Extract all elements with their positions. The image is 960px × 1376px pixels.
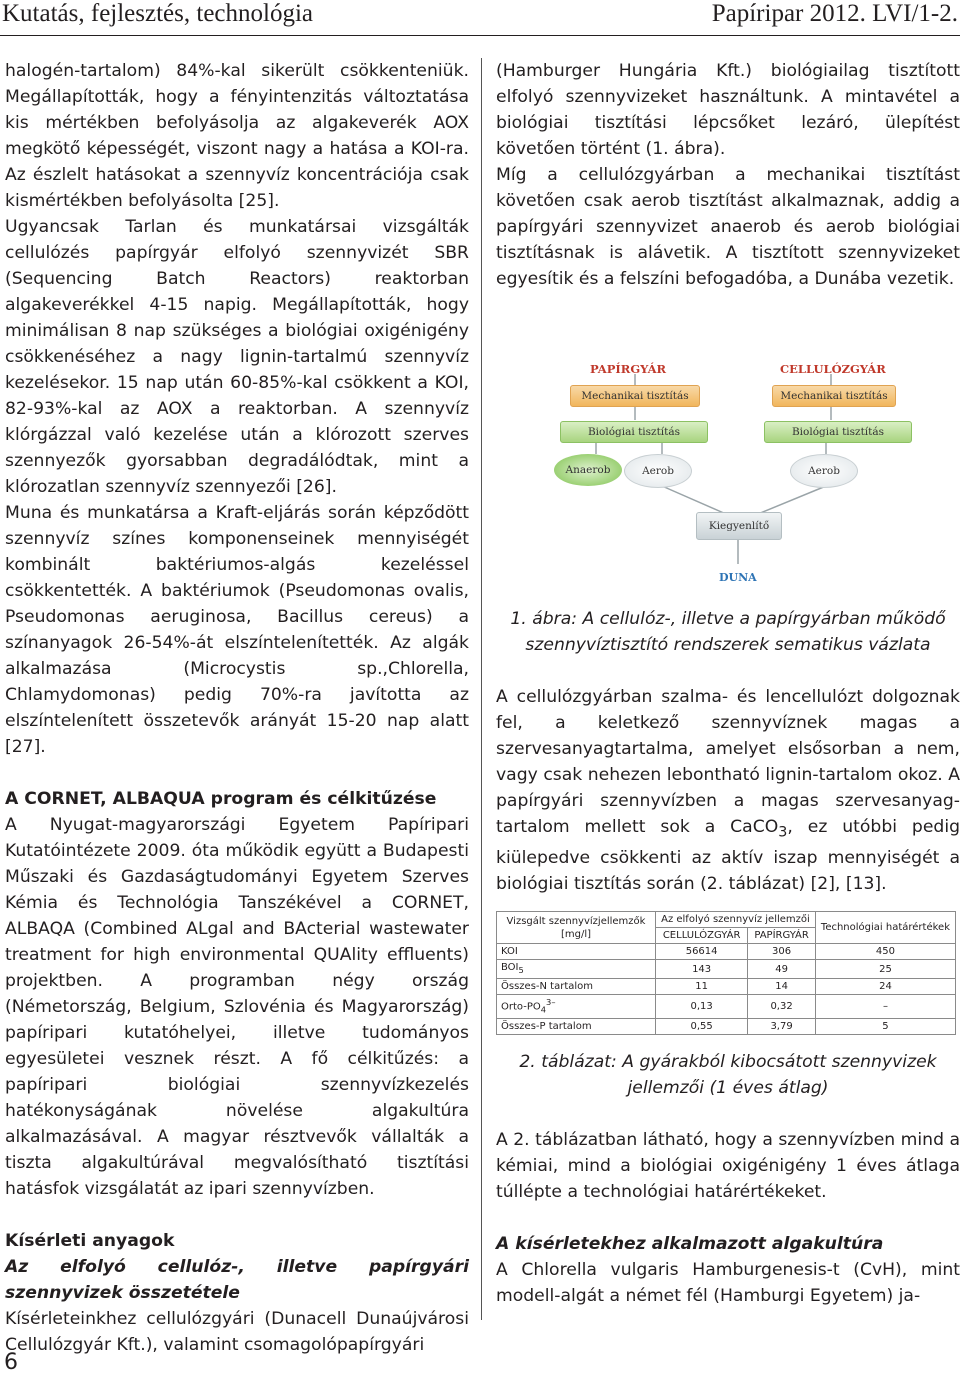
box-mechanical-treatment-paper: Mechanikai tisztítás bbox=[570, 385, 700, 407]
figure-caption: 1. ábra: A cellulóz-, illetve a papírgyárban működő szennyvíztisztító rendszerek sematikus vázlata bbox=[510, 609, 946, 655]
cell-paper: 306 bbox=[748, 944, 816, 960]
right-column bbox=[496, 58, 960, 1309]
header-effluent-characteristics: Az elfolyó szennyvíz jellemzői bbox=[656, 912, 816, 928]
paragraph bbox=[496, 684, 960, 897]
ellipse-aerob-paper: Aerob bbox=[624, 454, 692, 488]
paragraph: Míg a cellulózgyárban a mechanikai tisztítást követően csak aerob tisztítást alkalmaznak, addig a papírgyári szennyvizet anaerob és aerob biológiai tisztításnak is alávetik. A tisztított szennyvizeket egyesítik és a felszíni befogadóba, a Dunába vezetik. bbox=[496, 165, 960, 289]
header-journal-issue: Papíripar 2012. LVI/1-2. bbox=[711, 0, 958, 27]
cell-paper: 49 bbox=[748, 960, 816, 979]
paragraph: A Chlorella vulgaris Hamburgenesis-t (CvH), mint modell-algát a német fél (Hamburgi Egyetem) ja- bbox=[496, 1259, 960, 1306]
cell-limit: 5 bbox=[815, 1018, 955, 1034]
header-cellulose-mill: CELLULÓZGYÁR bbox=[656, 928, 748, 944]
cell-cell: 0,55 bbox=[656, 1018, 748, 1034]
label-duna: DUNA bbox=[719, 571, 757, 584]
paragraph-text: A cellulózgyárban szalma- és lencellulózt dolgoznak fel, a keletkező szennyvíznek magas a szervesanyagtartalma, amelyet elsősorban a nem, vagy csak nehezen lebontható lignin-tartalom okoz. A papírgyári szennyvízben a magas szervesanyag-tartalom mellett sok a CaCO bbox=[496, 687, 960, 837]
table-caption: 2. táblázat: A gyárakból kibocsátott szennyvizek jellemzői (1 éves átlag) bbox=[519, 1051, 937, 1098]
ellipse-aerob-cellulose: Aerob bbox=[790, 454, 858, 488]
header-section-title: Kutatás, fejlesztés, technológia bbox=[2, 0, 313, 27]
label-cellulozgyar: CELLULÓZGYÁR bbox=[780, 362, 886, 376]
cell-parameter: $BOI_5$ bbox=[497, 960, 656, 979]
box-biological-treatment-paper: Biológiai tisztítás bbox=[560, 421, 708, 443]
paragraph: Muna és munkatársa a Kraft-eljárás során képződött szennyvíz színes komponenseinek mennyiségét kombinált baktériumos-algás kezeléssel csökkentették. A baktériumok (Pseudomonas ovalis, Pseudomonas aeruginosa, Bacillus cereus) a színanyagok 26-54%-át elszíntelenítették. Az algák alkalmazása (Microcystis sp.,Chlorella, Chlamydomonas) pedig 70%-ra javította az elszíntelenített összetevők arányát 15-20 nap alatt [27]. bbox=[5, 503, 469, 757]
table-row bbox=[497, 995, 956, 1018]
cell-limit: – bbox=[815, 995, 955, 1018]
paragraph: Kísérleteinkhez cellulózgyári (Dunacell Dunaújvárosi Cellulózgyár Kft.), valamint csomagolópapírgyári bbox=[5, 1309, 469, 1355]
table-row bbox=[497, 960, 956, 979]
data-table bbox=[496, 911, 956, 1034]
cell-cell: 143 bbox=[656, 960, 748, 979]
cell-paper: 3,79 bbox=[748, 1018, 816, 1034]
running-header bbox=[0, 0, 960, 34]
subsection-heading-algae: A kísérletekhez alkalmazott algakultúra bbox=[496, 1233, 884, 1254]
cell-parameter: Összes-P tartalom bbox=[497, 1018, 656, 1034]
cell-limit: 450 bbox=[815, 944, 955, 960]
cell-cell: 0,13 bbox=[656, 995, 748, 1018]
cell-cell: 11 bbox=[656, 979, 748, 995]
column-divider bbox=[481, 58, 482, 1320]
subsection-heading-composition: Az elfolyó cellulóz-, illetve papírgyári szennyvizek összetétele bbox=[5, 1257, 469, 1303]
box-mechanical-treatment-cellulose: Mechanikai tisztítás bbox=[772, 385, 896, 407]
section-heading-cornet: A CORNET, ALBAQUA program és célkitűzése bbox=[5, 789, 437, 809]
cell-paper: 0,32 bbox=[748, 995, 816, 1018]
cell-parameter: KOI bbox=[497, 944, 656, 960]
subscript: 3 bbox=[778, 824, 788, 841]
ellipse-anaerob: Anaerob bbox=[554, 454, 622, 486]
table-row bbox=[497, 1018, 956, 1034]
paragraph: Ugyancsak Tarlan és munkatársai vizsgálták cellulózés papírgyár elfolyó szennyvizét SBR (Sequencing Batch Reactors) reaktorban algakeverékkel 4-15 napig. Megállapították, hogy minimálisan 8 nap szükséges a biológiai oxigénigény csökkenéséhez a nagy lignin-tartalmú szennyvíz kezelésekor. 15 nap után 60-85%-kal csökkent a KOI, 82-93%-kal az AOX a reaktorban. A szennyvíz klórgázzal való kezelése után a klórozott szerves szennyezők gyorsabban degradálódtak, mint a klórozatlan szennyvíz szennyezői [26]. bbox=[5, 217, 469, 497]
page-number: 6 bbox=[4, 1350, 18, 1375]
cell-parameter: Orto-$PO_4^{3-}$ bbox=[497, 995, 656, 1018]
header-technological-limits: Technológiai határértékek bbox=[815, 912, 955, 944]
box-equalizer-tank: Kiegyenlítő bbox=[696, 512, 782, 540]
cell-limit: 25 bbox=[815, 960, 955, 979]
header-parameter: Vizsgált szennyvízjellemzők [mg/l] bbox=[497, 912, 656, 944]
table-row bbox=[497, 979, 956, 995]
cell-limit: 24 bbox=[815, 979, 955, 995]
cell-cell: 56614 bbox=[656, 944, 748, 960]
section-heading-materials: Kísérleti anyagok bbox=[5, 1231, 175, 1251]
paragraph: halogén-tartalom) 84%-kal sikerült csökkenteniük. Megállapították, hogy a fényintenzitás változtatása kis mértékben befolyásolja az algakeverék AOX megkötő képességét, viszont nagy a hatása a KOI-ra. Az észlelt hatásokat a szennyvíz koncentrációja csak kismértékben befolyásolta [25]. bbox=[5, 61, 469, 211]
paragraph-text: , ez utóbbi pedig kiülepedve csökkenti az aktív iszap mennyiségét a biológiai tisztítás során (2. táblázat) [2], [13]. bbox=[496, 817, 960, 895]
cell-parameter: Összes-N tartalom bbox=[497, 979, 656, 995]
box-biological-treatment-cellulose: Biológiai tisztítás bbox=[764, 421, 912, 443]
table-row bbox=[497, 944, 956, 960]
header-paper-mill: PAPÍRGYÁR bbox=[748, 928, 816, 944]
wastewater-table bbox=[496, 911, 958, 1034]
figure-treatment-scheme bbox=[496, 356, 960, 606]
label-papirgyar: PAPÍRGYÁR bbox=[590, 362, 667, 376]
paragraph: A Nyugat-magyarországi Egyetem Papíripari Kutatóintézete 2009. óta működik együtt a Budapesti Műszaki és Gazdaságtudományi Egyetem Szerves Kémia és Technológia Tanszékével a CORNET, ALBAQA (Combined ALgal and BActerial wastewater treatment for high environmental QUAlity effluents) projektben. A programban négy ország (Németország, Belgium, Szlovénia és Magyarország) papíripari kutatóhelyei, illetve tudományos egyesületei vesznek részt. A fő célkitűzés: a papíripari biológiai szennyvízkezelés hatékonyságának növelése algakultúra alkalmazásával. A magyar résztvevők vállalták a tiszta algakultúrával megvalósítható tisztítási hatásfok vizsgálatát az ipari szennyvízben. bbox=[5, 815, 469, 1199]
paragraph: A 2. táblázatban látható, hogy a szennyvízben mind a kémiai, mind a biológiai oxigénigény 1 éves átlaga túllépte a technológiai határértékeket. bbox=[496, 1129, 960, 1202]
cell-paper: 14 bbox=[748, 979, 816, 995]
left-column bbox=[5, 58, 469, 1358]
paragraph: (Hamburger Hungária Kft.) biológiailag tisztított elfolyó szennyvizeket használtunk. A mintavétel a biológiai tisztítási lépcsőket lezáró, ülepítést követően történt (1. ábra). bbox=[496, 61, 960, 159]
header-rule bbox=[0, 35, 960, 36]
